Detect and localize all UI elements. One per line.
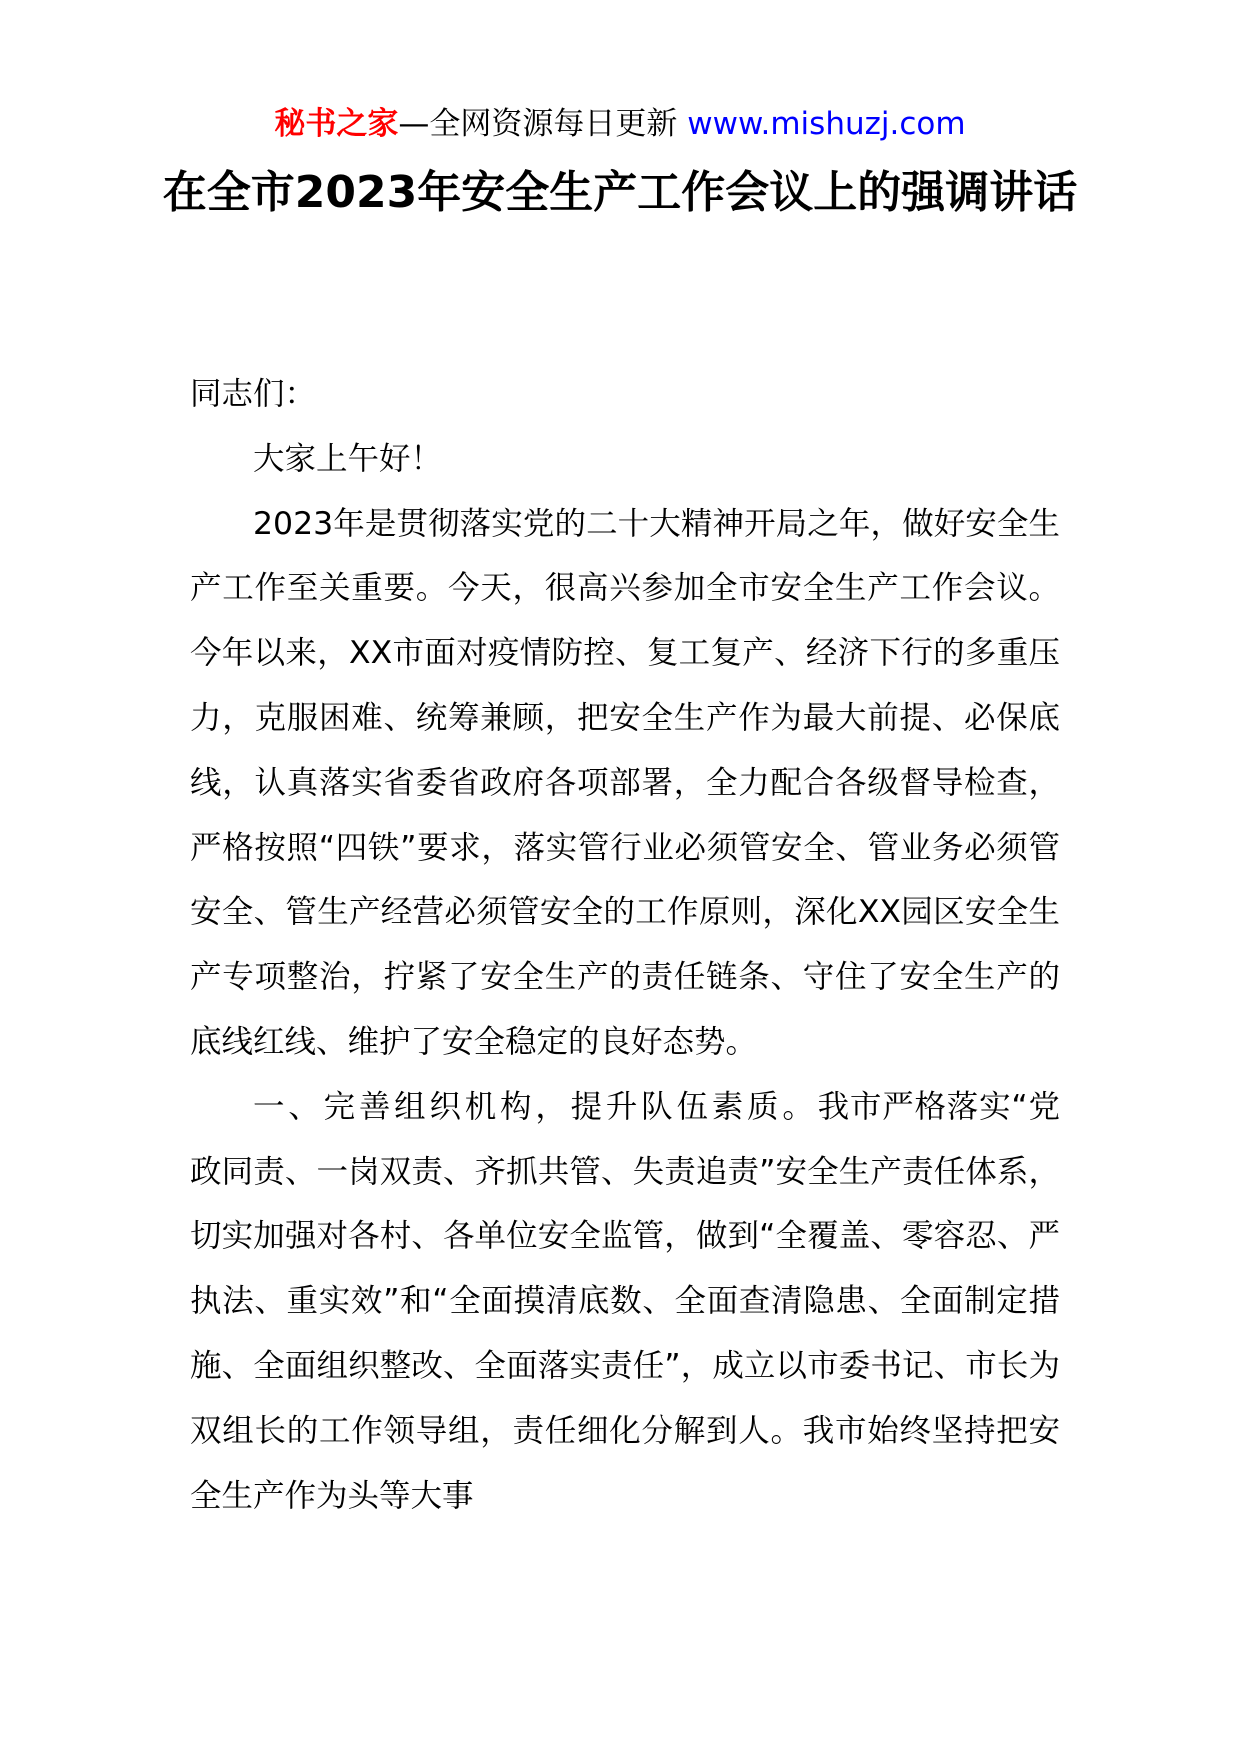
salutation: 同志们： [190, 376, 317, 412]
document-body [190, 362, 1060, 1528]
site-banner [0, 100, 1240, 148]
brand-name: 秘书之家 [274, 106, 399, 142]
paragraph-intro: 2023年是贯彻落实党的二十大精神开局之年，做好安全生产工作至关重要。今天，很高兴参加全市安全生产工作会议。今年以来，XX市面对疫情防控、复工复产、经济下行的多重压力，克服困难、统筹兼顾，把安全生产作为最大前提、必保底线，认真落实省委省政府各项部署，全力配合各级督导检查，严格按照“四铁”要求，落实管行业必须管安全、管业务必须管安全、管生产经营必须管安全的工作原则，深化XX园区安全生产专项整治，拧紧了安全生产的责任链条、守住了安全生产的底线红线、维护了安全稳定的良好态势。 [190, 505, 1060, 1060]
greeting: 大家上午好！ [253, 440, 443, 477]
section-1-text: 我市严格落实“党政同责、一岗双责、齐抓共管、失责追责”安全生产责任体系，切实加强对各村、各单位安全监管，做到“全覆盖、零容忍、严执法、重实效”和“全面摸清底数、全面查清隐患、全面制定措施、全面组织整改、全面落实责任”，成立以市委书记、市长为双组长的工作领导组，责任细化分解到人。我市始终坚持把安全生产作为头等大事 [190, 1088, 1060, 1514]
banner-separator: — [398, 106, 430, 142]
site-url[interactable]: www.mishuzj.com [687, 106, 966, 142]
document-title: 在全市2023年安全生产工作会议上的强调讲话 [162, 167, 1078, 218]
paragraph-section-1 [190, 1075, 1060, 1529]
banner-tagline: 全网资源每日更新 [429, 106, 678, 142]
section-1-heading: 一、完善组织机构，提升队伍素质。 [253, 1088, 818, 1125]
